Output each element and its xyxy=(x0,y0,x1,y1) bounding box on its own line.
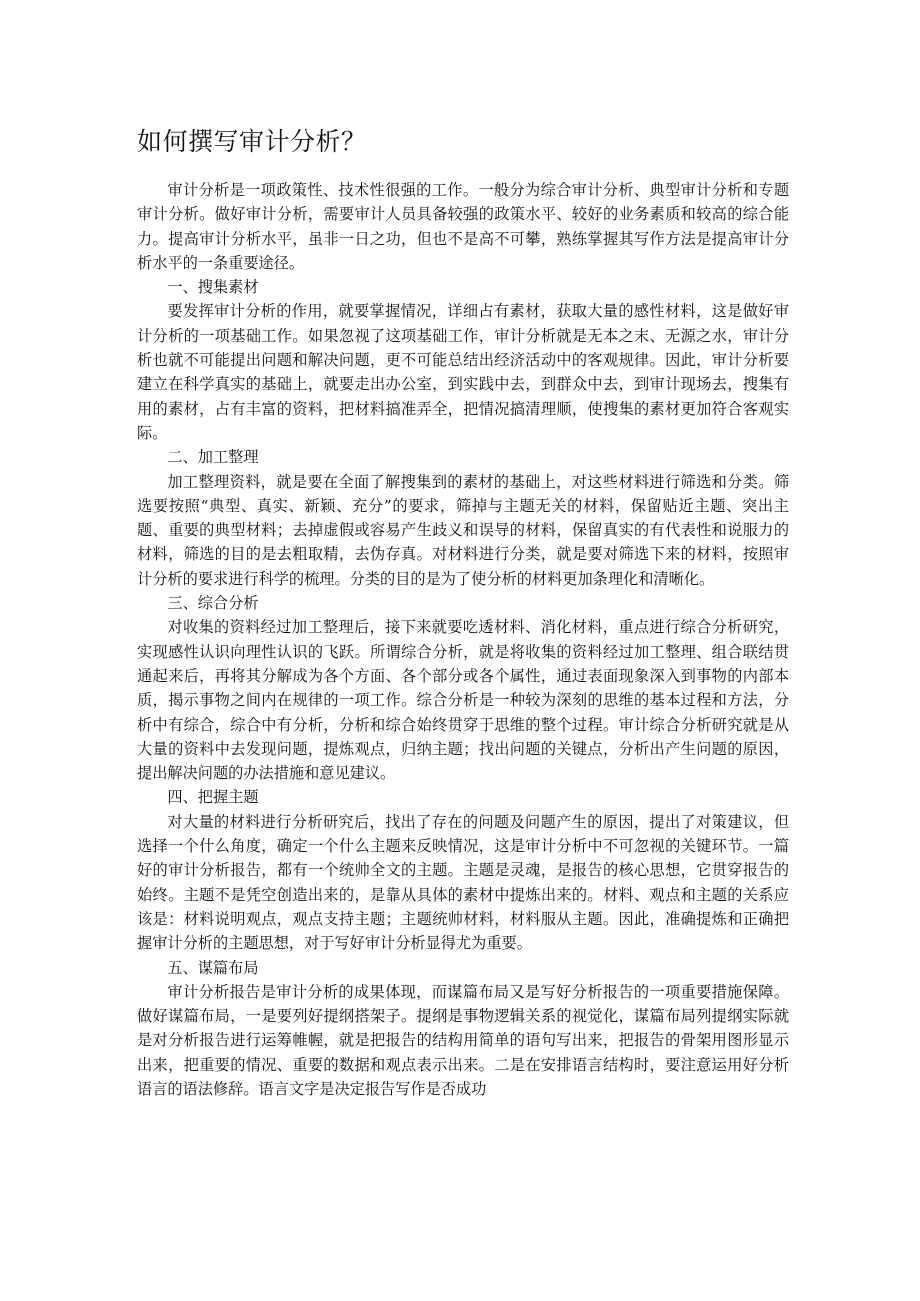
section-heading: 三、综合分析 xyxy=(167,594,259,613)
section-heading: 二、加工整理 xyxy=(167,448,259,467)
section-3 xyxy=(137,591,789,785)
section-5 xyxy=(137,956,789,1102)
section-2 xyxy=(137,445,789,591)
section-heading: 一、搜集素材 xyxy=(167,278,259,297)
section-4 xyxy=(137,785,789,955)
section-1 xyxy=(137,275,789,445)
section-heading: 五、谋篇布局 xyxy=(167,958,259,977)
section-body: 对大量的材料进行分析研究后，找出了存在的问题及问题产生的原因，提出了对策建议，但选择一个什么角度，确定一个什么主题来反映情况，这是审计分析中不可忽视的关键环节。一篇好的审计分析报告，都有一个统帅全文的主题。主题是灵魂，是报告的核心思想，它贯穿报告的始终。主题不是凭空创造出来的，是靠从具体的素材中提炼出来的。材料、观点和主题的关系应该是：材料说明观点，观点支持主题；主题统帅材料，材料服从主题。因此，准确提炼和正确把握审计分析的主题思想，对于写好审计分析显得尤为重要。 xyxy=(137,812,789,953)
section-body: 要发挥审计分析的作用，就要掌握情况，详细占有素材，获取大量的感性材料，这是做好审计分析的一项基础工作。如果忽视了这项基础工作，审计分析就是无本之末、无源之水，审计分析也就不可能提出问题和解决问题，更不可能总结出经济活动中的客观规律。因此，审计分析要建立在科学真实的基础上，就要走出办公室，到实践中去，到群众中去，到审计现场去，搜集有用的素材，占有丰富的资料，把材料搞准弄全，把情况搞清理顺，使搜集的素材更加符合客观实际。 xyxy=(137,302,789,442)
section-body: 对收集的资料经过加工整理后，接下来就要吃透材料、消化材料，重点进行综合分析研究，实现感性认识向理性认识的飞跃。所谓综合分析，就是将收集的资料经过加工整理、组合联结贯通起来后，再将其分解成为各个方面、各个部分或各个属性，通过表面现象深入到事物的内部本质，揭示事物之间内在规律的一项工作。综合分析是一种较为深刻的思维的基本过程和方法，分析中有综合，综合中有分析，分析和综合始终贯穿于思维的整个过程。审计综合分析研究就是从大量的资料中去发现问题，提炼观点，归纳主题；找出问题的关键点，分析出产生问题的原因，提出解决问题的办法措施和意见建议。 xyxy=(137,618,789,783)
document-page xyxy=(137,122,789,1101)
section-body: 审计分析报告是审计分析的成果体现，而谋篇布局又是写好分析报告的一项重要措施保障。做好谋篇布局，一是要列好提纲搭架子。提纲是事物逻辑关系的视觉化，谋篇布局列提纲实际就是对分析报告进行运筹帷幄，就是把报告的结构用简单的语句写出来，把报告的骨架用图形显示出来，把重要的情况、重要的数据和观点表示出来。二是在安排语言结构时，要注意运用好分析语言的语法修辞。语言文字是决定报告写作是否成功 xyxy=(137,982,789,1098)
document-title: 如何撰写审计分析？ xyxy=(137,127,367,156)
section-body: 加工整理资料，就是要在全面了解搜集到的素材的基础上，对这些材料进行筛选和分类。筛选要按照“典型、真实、新颖、充分”的要求，筛掉与主题无关的材料，保留贴近主题、突出主题、重要的典型材料；去掉虚假或容易产生歧义和误导的材料，保留真实的有代表性和说服力的材料，筛选的目的是去粗取精，去伪存真。对材料进行分类，就是要对筛选下来的材料，按照审计分析的要求进行科学的梳理。分类的目的是为了使分析的材料更加条理化和清晰化。 xyxy=(137,472,789,588)
intro-paragraph: 审计分析是一项政策性、技术性很强的工作。一般分为综合审计分析、典型审计分析和专题审计分析。做好审计分析，需要审计人员具备较强的政策水平、较好的业务素质和较高的综合能力。提高审计分析水平，虽非一日之功，但也不是高不可攀，熟练掌握其写作方法是提高审计分析水平的一条重要途径。 xyxy=(137,181,789,272)
section-heading: 四、把握主题 xyxy=(167,788,259,807)
